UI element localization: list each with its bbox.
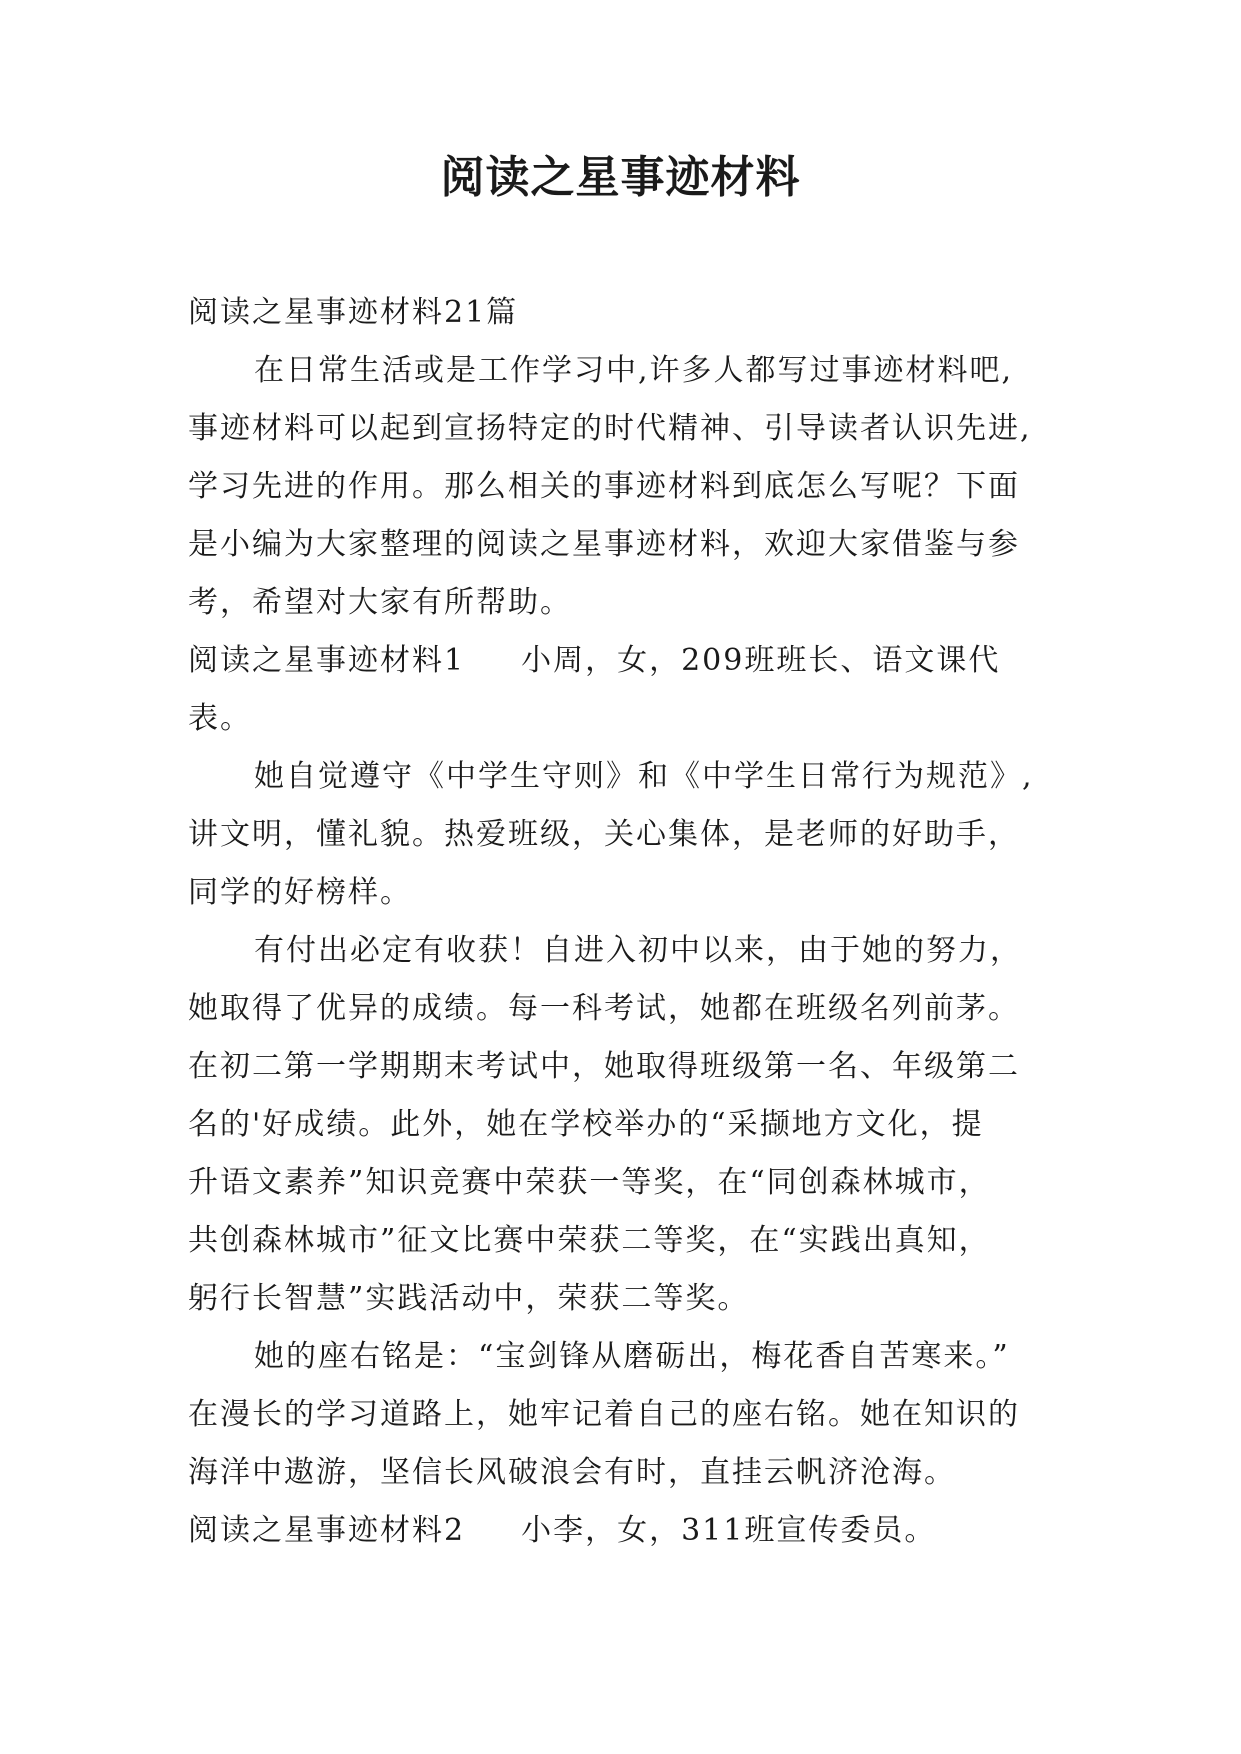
- document-title: 阅读之星事迹材料: [440, 152, 801, 203]
- section2-heading: 阅读之星事迹材料2: [188, 1513, 466, 1548]
- section1-continued: 表。: [188, 701, 252, 736]
- paragraph-line: 在漫长的学习道路上，她牢记着自己的座右铭。她在知识的: [188, 1397, 1020, 1432]
- intro-line: 是小编为大家整理的阅读之星事迹材料，欢迎大家借鉴与参: [188, 527, 1020, 562]
- intro-line: 考，希望对大家有所帮助。: [188, 585, 572, 620]
- paragraph-line: 她的座右铭是：“宝剑锋从磨砺出，梅花香自苦寒来。”: [254, 1339, 1010, 1374]
- paragraph-line: 名的'好成绩。此外，她在学校举办的“采撷地方文化，提: [188, 1107, 984, 1142]
- section1-heading: 阅读之星事迹材料1: [188, 643, 466, 678]
- intro-line: 学习先进的作用。那么相关的事迹材料到底怎么写呢？下面: [188, 469, 1020, 504]
- section2-heading-tail: 小李，女，311班宣传委员。: [521, 1513, 937, 1548]
- paragraph-line: 在初二第一学期期末考试中，她取得班级第一名、年级第二: [188, 1049, 1020, 1084]
- document-body: [188, 284, 1054, 1560]
- paragraph-line: 升语文素养”知识竞赛中荣获一等奖，在“同创森林城市，: [188, 1165, 991, 1200]
- subtitle: 阅读之星事迹材料21篇: [188, 295, 519, 330]
- intro-line: 在日常生活或是工作学习中,许多人都写过事迹材料吧,: [254, 353, 1014, 388]
- intro-line: 事迹材料可以起到宣扬特定的时代精神、引导读者认识先进,: [188, 411, 1032, 446]
- paragraph-line: 她取得了优异的成绩。每一科考试，她都在班级名列前茅。: [188, 991, 1020, 1026]
- paragraph-line: 她自觉遵守《中学生守则》和《中学生日常行为规范》,: [254, 759, 1034, 794]
- section1-heading-line: [188, 632, 1054, 690]
- paragraph-line: 同学的好榜样。: [188, 875, 412, 910]
- paragraph-line: 有付出必定有收获！自进入初中以来，由于她的努力，: [254, 933, 1022, 968]
- paragraph-line: 讲文明，懂礼貌。热爱班级，关心集体，是老师的好助手，: [188, 817, 1020, 852]
- paragraph-line: 海洋中遨游，坚信长风破浪会有时，直挂云帆济沧海。: [188, 1455, 956, 1490]
- paragraph-line: 共创森林城市”征文比赛中荣获二等奖，在“实践出真知，: [188, 1223, 991, 1258]
- section1-heading-tail: 小周，女，209班班长、语文课代: [521, 643, 1001, 678]
- paragraph-line: 躬行长智慧”实践活动中，荣获二等奖。: [188, 1281, 750, 1316]
- section2-heading-line: [188, 1502, 1054, 1560]
